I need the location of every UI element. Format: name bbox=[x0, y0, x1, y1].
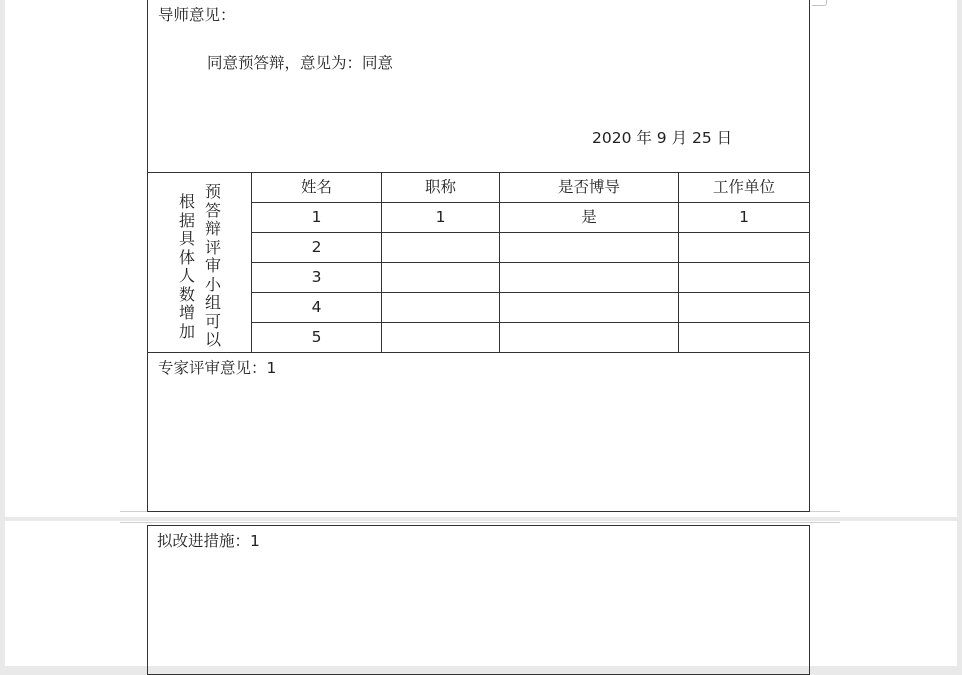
row-5-title[interactable] bbox=[382, 322, 499, 352]
panel-side-label-left[interactable]: 根据具体人数增加 bbox=[178, 192, 195, 341]
margin-corner-mark bbox=[812, 0, 827, 6]
improvement-measures-label[interactable]: 拟改进措施：1 bbox=[157, 532, 260, 550]
expert-opinion-label[interactable]: 专家评审意见：1 bbox=[158, 359, 277, 377]
header-title[interactable]: 职称 bbox=[424, 178, 456, 196]
row-1-name[interactable]: 1 bbox=[311, 208, 322, 226]
row-5-name[interactable]: 5 bbox=[311, 328, 322, 346]
row-5-work-unit[interactable] bbox=[679, 322, 809, 352]
row-3-work-unit[interactable] bbox=[679, 262, 809, 292]
row-3-title[interactable] bbox=[382, 262, 499, 292]
row-1-work-unit[interactable]: 1 bbox=[739, 208, 749, 226]
row-3-name[interactable]: 3 bbox=[311, 268, 322, 286]
review-panel-grid bbox=[148, 172, 809, 352]
section-divider bbox=[148, 352, 809, 353]
row-4-title[interactable] bbox=[382, 292, 499, 322]
row-2-work-unit[interactable] bbox=[679, 232, 809, 262]
row-2-is-doctoral-supervisor[interactable] bbox=[500, 232, 678, 262]
header-name[interactable]: 姓名 bbox=[300, 178, 332, 196]
review-form-table bbox=[147, 0, 810, 512]
row-1-title[interactable]: 1 bbox=[435, 208, 446, 226]
row-3-is-doctoral-supervisor[interactable] bbox=[500, 262, 678, 292]
supervisor-opinion-text[interactable]: 同意预答辩，意见为：同意 bbox=[207, 54, 394, 72]
row-4-is-doctoral-supervisor[interactable] bbox=[500, 292, 678, 322]
row-2-title[interactable] bbox=[382, 232, 499, 262]
panel-side-label-right[interactable]: 预答辩评审小组可以 bbox=[204, 182, 221, 349]
supervisor-opinion-label[interactable]: 导师意见： bbox=[158, 6, 236, 24]
row-4-name[interactable]: 4 bbox=[311, 298, 322, 316]
supervisor-opinion-date[interactable]: 2020 年 9 月 25 日 bbox=[592, 129, 733, 147]
improvement-measures-table bbox=[147, 525, 810, 675]
header-work-unit[interactable]: 工作单位 bbox=[712, 178, 775, 196]
header-is-doctoral-supervisor[interactable]: 是否博导 bbox=[557, 178, 620, 196]
row-4-work-unit[interactable] bbox=[679, 292, 809, 322]
row-2-name[interactable]: 2 bbox=[311, 238, 322, 256]
row-5-is-doctoral-supervisor[interactable] bbox=[500, 322, 678, 352]
row-1-is-doctoral-supervisor[interactable]: 是 bbox=[581, 208, 597, 226]
page-break-line bbox=[120, 522, 840, 523]
